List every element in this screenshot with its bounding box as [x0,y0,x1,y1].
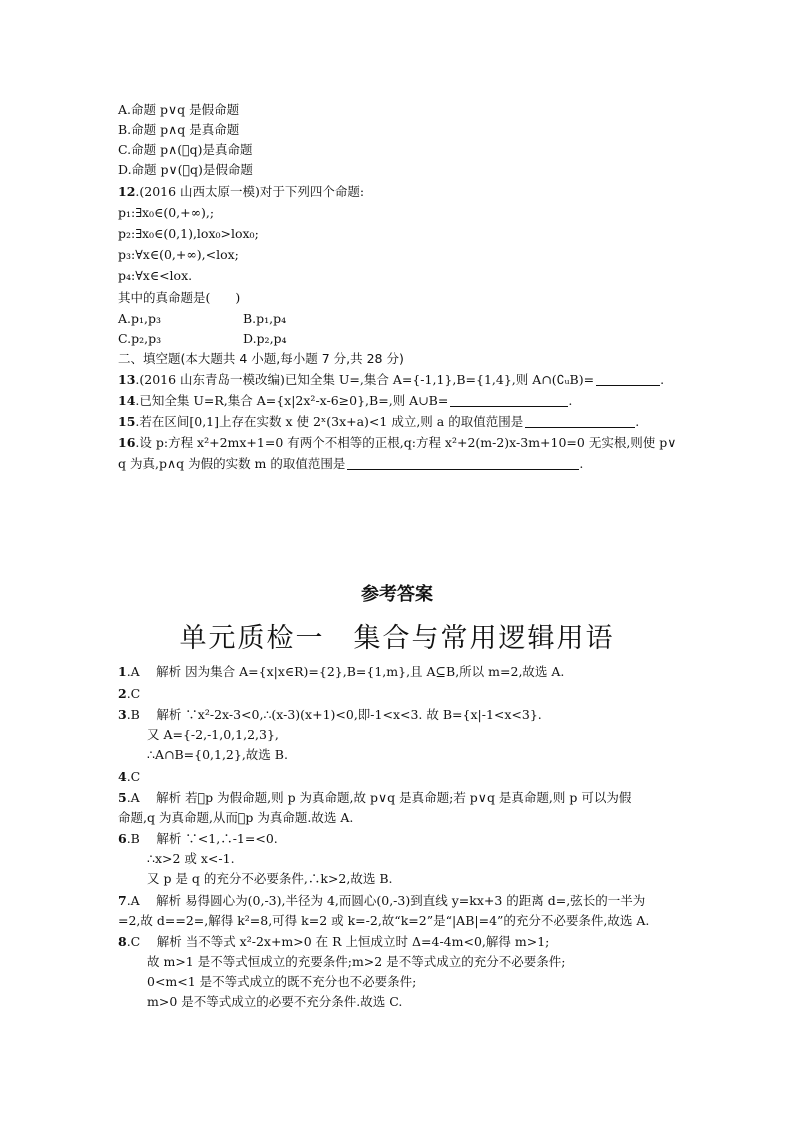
unit-title: 单元质检一 集合与常用逻辑用语 [179,623,615,654]
question-text: q 为真,p∧q 为假的实数 m 的取值范围是 [118,456,346,471]
answer-2 [118,685,140,702]
answer-8-line3: 0<m<1 是不等式成立的既不充分也不必要条件; [147,974,417,989]
question-prompt: 其中的真命题是( ) [118,290,241,305]
answer-number: 5 [118,790,127,805]
answer-3-line2: 又 A={-2,-1,0,1,2,3}, [147,727,279,742]
proposition-p1: p₁:∃x₀∈(0,+∞),; [118,205,215,220]
answer-6 [118,830,278,847]
option-d: D.命题 p∨(􀱑q)是假命题 [118,162,253,177]
answer-text: .A 解析 因为集合 A={x|x∈R)={2},B={1,m},且 A⊆B,所以 m=2,故选 A. [126,664,565,679]
question-number: 16 [118,435,136,450]
answer-8-line4: m>0 是不等式成立的必要不充分条件.故选 C. [147,994,403,1009]
answer-number: 1 [118,664,127,679]
answer-text: .C [126,686,141,701]
question-15: 15.若在区间[0,1]上存在实数 x 使 2ˣ(3x+a)<1 成立,则 a 的取值范围是 . [118,414,640,429]
answer-4 [118,768,140,785]
option-c: C.命题 p∧(􀱑q)是真命题 [118,142,253,157]
section-heading: 二、填空题(本大题共 4 小题,每小题 7 分,共 28 分) [118,351,404,366]
answer-number: 4 [118,769,127,784]
question-number: 13 [118,372,136,387]
answer-5 [118,789,631,806]
option-a: A.命题 p∨q 是假命题 [118,102,240,117]
proposition-p2: p₂:∃x₀∈(0,1),lox₀>lox₀; [118,226,259,241]
answer-text: .C 解析 当不等式 x²-2x+m>0 在 R 上恒成立时 Δ=4-4m<0,解得 m>1; [126,934,550,949]
answer-text: .B 解析 ∵<1,∴-1=<0. [126,831,278,846]
answer-blank[interactable] [450,394,568,407]
question-number: 12 [118,184,136,199]
answer-7-line2: =2,故 d==2=,解得 k²=8,可得 k=2 或 k=-2,故“k=2”是“|AB|=4”的充分不必要条件,故选 A. [118,913,650,928]
choice-d: D.p₂,p₄ [243,331,287,346]
answer-7 [118,892,645,909]
answer-number: 7 [118,893,127,908]
question-13: 13.(2016 山东青岛一模改编)已知全集 U=,集合 A={-1,1},B={1,4},则 A∩(∁ᵤB)= . [118,372,665,387]
option-b: B.命题 p∧q 是真命题 [118,122,240,137]
answer-3-line3: ∴A∩B={0,1,2},故选 B. [147,747,288,762]
answer-6-line2: ∴x>2 或 x<-1. [147,851,235,866]
answer-text: .A 解析 若􀱑p 为假命题,则 p 为真命题,故 p∨q 是真命题;若 p∨q 是真命题,则 p 可以为假 [126,790,632,805]
answer-blank[interactable] [525,415,635,428]
answer-5-line2: 命题,q 为真命题,从而􀱑p 为真命题.故选 A. [118,810,354,825]
question-14: 14.已知全集 U=R,集合 A={x|2x²-x-6≥0},B=,则 A∪B= . [118,393,573,408]
question-12 [118,183,364,200]
answer-blank[interactable] [596,373,660,386]
answer-text: .C [126,769,141,784]
choice-b: B.p₁,p₄ [243,311,287,326]
answer-number: 2 [118,686,127,701]
question-text: .(2016 山西太原一模)对于下列四个命题: [135,184,365,199]
answer-8 [118,933,549,950]
answer-text: .A 解析 易得圆心为(0,-3),半径为 4,而圆心(0,-3)到直线 y=kx+3 的距离 d=,弦长的一半为 [126,893,646,908]
choice-a: A.p₁,p₃ [118,311,161,326]
question-number: 15 [118,414,136,429]
proposition-p4: p₄:∀x∈<lox. [118,268,193,283]
question-16 [118,434,676,451]
answer-3 [118,706,542,723]
answer-1 [118,663,564,680]
answer-title: 参考答案 [361,584,433,605]
proposition-p3: p₃:∀x∈(0,+∞),<lox; [118,247,239,262]
answer-8-line2: 故 m>1 是不等式恒成立的充要条件;m>2 是不等式成立的充分不必要条件; [147,954,566,969]
answer-6-line3: 又 p 是 q 的充分不必要条件,∴k>2,故选 B. [147,871,393,886]
question-number: 14 [118,393,136,408]
answer-blank[interactable] [347,457,579,470]
question-text: .若在区间[0,1]上存在实数 x 使 2ˣ(3x+a)<1 成立,则 a 的取值范围是 [135,414,524,429]
answer-number: 8 [118,934,127,949]
answer-number: 6 [118,831,127,846]
question-text: .已知全集 U=R,集合 A={x|2x²-x-6≥0},B=,则 A∪B= [135,393,449,408]
question-16-line2: q 为真,p∧q 为假的实数 m 的取值范围是 . [118,456,584,471]
question-text: .设 p:方程 x²+2mx+1=0 有两个不相等的正根,q:方程 x²+2(m-2)x-3m+10=0 无实根,则使 p∨ [135,435,677,450]
choice-c: C.p₂,p₃ [118,331,162,346]
question-text: .(2016 山东青岛一模改编)已知全集 U=,集合 A={-1,1},B={1,4},则 A∩(∁ᵤB)= [135,372,595,387]
answer-number: 3 [118,707,127,722]
answer-text: .B 解析 ∵x²-2x-3<0,∴(x-3)(x+1)<0,即-1<x<3. 故 B={x|-1<x<3}. [126,707,542,722]
